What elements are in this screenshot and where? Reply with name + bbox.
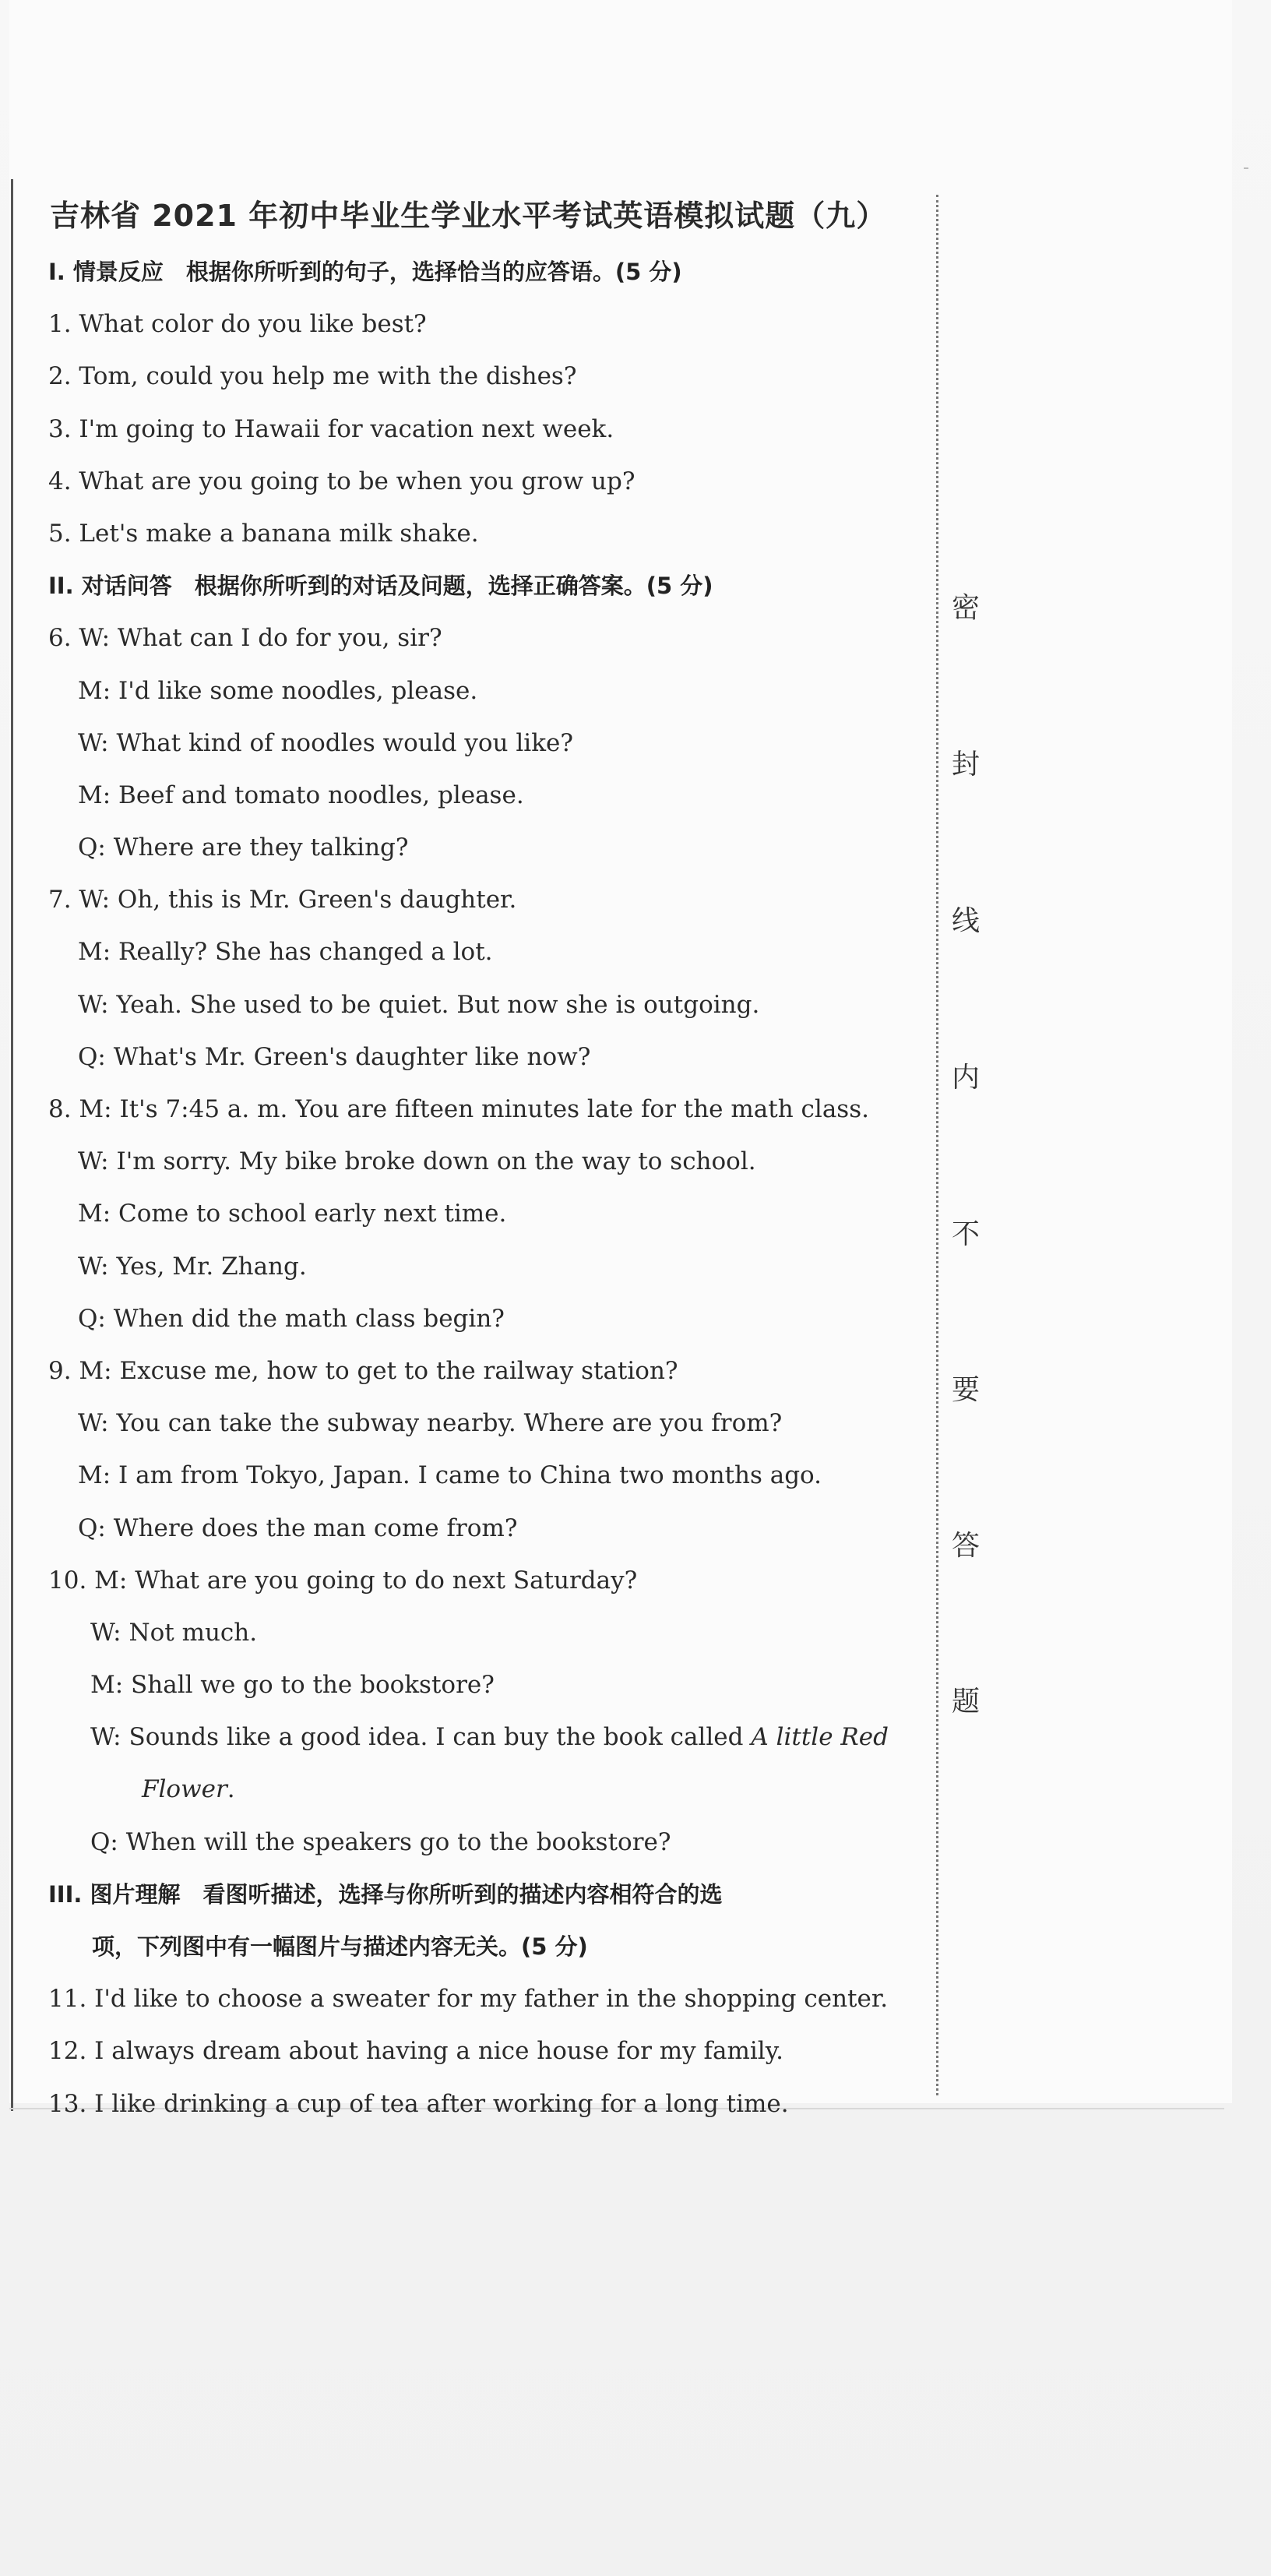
exam-content	[48, 185, 913, 2130]
dialogue-question: Q: When did the math class begin?	[78, 1304, 505, 1333]
seal-char: 内	[951, 1062, 980, 1094]
period: .	[227, 1775, 235, 1804]
book-title-end: Flower	[142, 1775, 227, 1804]
listening-item: 2. Tom, could you help me with the dishes?	[48, 362, 577, 391]
exam-title: 吉林省 2021 年初中毕业生学业水平考试英语模拟试题（九）	[50, 199, 887, 233]
seal-char: 不	[951, 1218, 980, 1250]
dialogue-line-continuation	[48, 1764, 913, 1816]
dialogue-line: W: I'm sorry. My bike broke down on the way to school.	[78, 1147, 756, 1176]
dialogue-line: 8. M: It's 7:45 a. m. You are fifteen minutes late for the math class.	[48, 1095, 869, 1123]
listening-item: 5. Let's make a banana milk shake.	[48, 519, 479, 548]
dialogue-question: Q: Where are they talking?	[78, 833, 409, 862]
dialogue-line: 7. W: Oh, this is Mr. Green's daughter.	[48, 886, 517, 914]
seal-char: 线	[951, 905, 980, 937]
dialogue-line: W: Yeah. She used to be quiet. But now she is outgoing.	[78, 990, 760, 1019]
dialogue-line: M: Really? She has changed a lot.	[78, 938, 493, 967]
seal-char: 答	[951, 1530, 980, 1562]
seal-char: 要	[951, 1374, 980, 1406]
dialogue-line: W: You can take the subway nearby. Where are you from?	[78, 1409, 783, 1438]
picture-item: 13. I like drinking a cup of tea after working for a long time.	[48, 2089, 789, 2118]
seal-dashed-line	[936, 195, 938, 2095]
section-heading-1: I. 情景反应 根据你所听到的句子，选择恰当的应答语。(5 分)	[48, 259, 682, 285]
section-heading-2: II. 对话问答 根据你所听到的对话及问题，选择正确答案。(5 分)	[48, 573, 713, 600]
dialogue-line: M: Come to school early next time.	[78, 1200, 507, 1228]
seal-char: 密	[951, 592, 980, 624]
seal-char: 题	[951, 1686, 980, 1718]
dialogue-line: M: I'd like some noodles, please.	[78, 676, 478, 705]
picture-item: 11. I'd like to choose a sweater for my father in the shopping center.	[48, 1985, 889, 2014]
dialogue-line: M: Beef and tomato noodles, please.	[78, 781, 524, 809]
listening-item: 4. What are you going to be when you grow up?	[48, 467, 636, 495]
picture-item: 12. I always dream about having a nice house for my family.	[48, 2037, 783, 2066]
book-title: A little Red	[751, 1723, 889, 1752]
left-margin-rule	[11, 179, 13, 2111]
edge-mark	[1244, 167, 1248, 169]
dialogue-line: 10. M: What are you going to do next Saturday?	[48, 1566, 638, 1595]
dialogue-line: 9. M: Excuse me, how to get to the railway station?	[48, 1356, 678, 1385]
dialogue-line: W: What kind of noodles would you like?	[78, 728, 573, 757]
dialogue-line: W: Yes, Mr. Zhang.	[78, 1252, 307, 1281]
dialogue-line: 6. W: What can I do for you, sir?	[48, 624, 442, 653]
dialogue-line-wrapped	[48, 1711, 913, 1764]
seal-char: 封	[951, 749, 980, 781]
dialogue-line: M: Shall we go to the bookstore?	[90, 1671, 495, 1700]
dialogue-line: M: I am from Tokyo, Japan. I came to China two months ago.	[78, 1461, 822, 1490]
dialogue-line: W: Not much.	[90, 1618, 258, 1647]
dialogue-question: Q: When will the speakers go to the bookstore?	[90, 1827, 671, 1856]
listening-item: 1. What color do you like best?	[48, 310, 427, 339]
listening-item: 3. I'm going to Hawaii for vacation next week.	[48, 414, 614, 443]
dialogue-question: Q: Where does the man come from?	[78, 1514, 518, 1542]
dialogue-text: W: Sounds like a good idea. I can buy the book called	[90, 1723, 744, 1752]
section-heading-3-cont: 项，下列图中有一幅图片与描述内容无关。(5 分)	[92, 1933, 588, 1960]
dialogue-question: Q: What's Mr. Green's daughter like now?	[78, 1042, 591, 1071]
section-heading-3: III. 图片理解 看图听描述，选择与你所听到的描述内容相符合的选	[48, 1880, 723, 1908]
